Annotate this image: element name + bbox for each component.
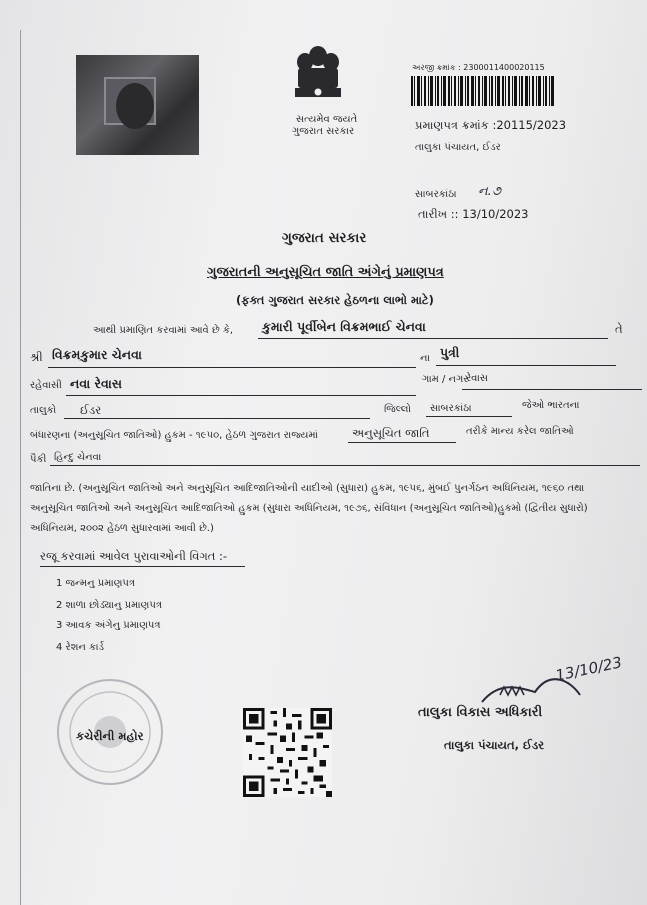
seal-label: કચેરીની મહોર <box>76 729 144 743</box>
qr-code-icon <box>243 708 332 797</box>
applicant-photo <box>76 55 199 155</box>
applicant-name: કુમારી પૂર્વીબેન વિક્રમભાઈ ચેનવા <box>262 319 426 334</box>
taluka-rule <box>64 418 370 419</box>
caste-category: અનુસૂચિત જાતિ <box>352 426 430 440</box>
taluka-value: ઈડર <box>80 403 102 417</box>
officer-office: તાલુકા પંચાયત, ઈડર <box>444 738 545 752</box>
officer-title: તાલુકા વિકાસ અધિકારી <box>418 705 543 720</box>
father-name-rule <box>48 367 416 368</box>
caste-category-rule <box>348 442 456 443</box>
govt-title: ગુજરાત સરકાર <box>282 230 367 246</box>
emblem-motto: સત્યમેવ જયતે <box>296 114 358 125</box>
caste-name: હિન્દુ ચેનવા <box>54 452 102 463</box>
father-name: વિક્રમકુમાર ચેનવા <box>52 347 142 362</box>
certificate-title: ગુજરાતની અનુસૂચિત જાતિ અંગેનું પ્રમાણપત્ર <box>207 265 444 280</box>
caste-name-rule <box>50 465 640 466</box>
evidence-heading: રજૂ કરવામાં આવેલ પુરાવાઓની વિગત :- <box>40 549 228 563</box>
among-label: પૈકી <box>30 454 47 465</box>
applicant-name-rule <box>258 338 608 339</box>
paragraph-line-1: જાતિના છે. (અનુસૂચિત જાતિઓ અને અનુસૂચિત આદિજાતિઓની યાદીઓ (સુધારા) હુકમ, ૧૯૫૬, મુંબઈ પુનર્ગઠન અધિનિયમ, ૧૯૬૦ તથા <box>30 483 585 494</box>
paragraph-line-3: અધિનિયમ, ૨૦૦૨ હેઠળ સુધારવામાં આવી છે.) <box>30 523 214 534</box>
resident-label: રહેવાસી <box>30 380 62 391</box>
relation-rule <box>436 365 616 366</box>
shri-label: શ્રી <box>30 350 43 364</box>
evidence-item-3: 3 આવક અંગેનુ પ્રમાણપત્ર <box>56 620 161 631</box>
application-number: અરજી ક્રમાંક : 2300011400020115 <box>412 63 545 72</box>
emblem-label: ગુજરાત સરકાર <box>292 126 355 137</box>
recognized-text: તરીકે માન્ય કરેલ જાતિઓ <box>466 426 574 437</box>
district-rule <box>426 416 512 417</box>
certificate-number: પ્રમાણપત્ર ક્રમાંક :20115/2023 <box>415 118 567 132</box>
taluka-label: તાલુકો <box>30 405 57 416</box>
barcode-icon <box>411 76 554 106</box>
district-label: જિલ્લો <box>384 404 411 415</box>
te-text: તે <box>615 322 623 336</box>
india-text: જેઓ ભારતના <box>522 400 580 411</box>
resident-rule <box>66 395 416 396</box>
village-label: ગામ / નગર <box>422 374 469 385</box>
na-text: ના <box>420 353 430 364</box>
relation: પુત્રી <box>440 345 460 360</box>
evidence-item-2: 2 શાળા છોડ્યાનુ પ્રમાણપત્ર <box>56 600 162 611</box>
evidence-item-4: 4 રેશન કાર્ડ <box>56 642 105 653</box>
resident-value: નવા રેવાસ <box>70 376 122 391</box>
district-value: સાબરકાંઠા <box>430 403 472 414</box>
signature-date: 13/10/23 <box>553 653 624 685</box>
evidence-heading-rule <box>40 566 245 567</box>
paragraph-line-2: અનુસૂચિત જાતિઓ અને અનુસૂચિત આદિજાતિઓ હુકમ (સુધારા અધિનિયમ, ૧૯૭૬, સંવિધાન (અનુસૂચિત જાતિઓ)હુકમો (દ્વિતીય સુધારો) <box>30 503 588 514</box>
header-office: તાલુકા પંચાયત, ઈડર <box>415 142 501 153</box>
village-rule <box>462 389 642 390</box>
village-value: રેવાસ <box>466 373 488 384</box>
header-district: સાબરકાંઠા <box>415 189 457 200</box>
state-emblem-icon <box>285 42 351 120</box>
certificate-note: (ફક્ત ગુજરાત સરકાર હેઠળના લાભો માટે) <box>236 293 434 307</box>
margin-line <box>20 30 21 905</box>
evidence-item-1: 1 જન્મનુ પ્રમાણપત્ર <box>56 578 136 589</box>
handwritten-mark: ન.૭ <box>478 184 501 199</box>
constitution-text: બંધારણના (અનુસૂચિત જાતિઓ) હુકમ - ૧૯૫૦, હેઠળ ગુજરાત રાજ્યમાં <box>30 430 318 441</box>
certify-prefix: આથી પ્રમાણિત કરવામાં આવે છે કે, <box>93 325 234 336</box>
issue-date: તારીખ :: 13/10/2023 <box>418 207 529 221</box>
